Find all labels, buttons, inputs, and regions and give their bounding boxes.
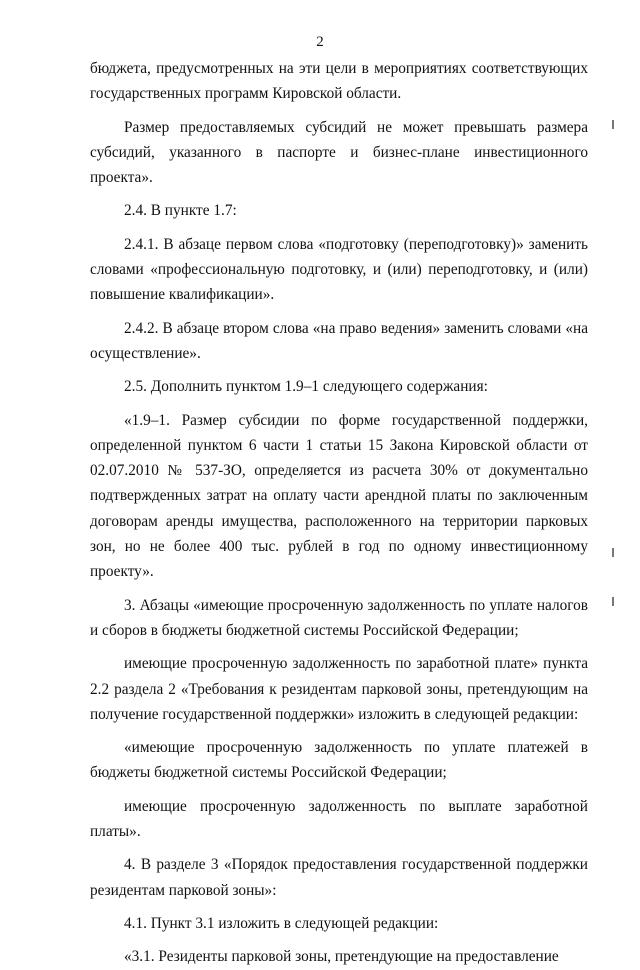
- paragraph-3-1: «3.1. Резиденты парковой зоны, претендующие на предоставление: [124, 948, 559, 966]
- paragraph-2-4-2: 2.4.2. В абзаце втором слова «на право ведения» заменить словами «на осуществление».: [90, 319, 588, 362]
- paragraph-new-payment-debt: «имеющие просроченную задолженность по уплате платежей в бюджеты бюджетной системы Российской Федерации;: [90, 739, 588, 782]
- paragraph-3: 3. Абзацы «имеющие просроченную задолженность по уплате налогов и сборов в бюджеты бюджетной системы Российской Федерации;: [90, 596, 588, 639]
- paragraph-1-9-1: «1.9–1. Размер субсидии по форме государственной поддержки, определенной пунктом 6 части 1 статьи 15 Закона Кировской области от 02.07.2010 № 537-ЗО, определяется из расчета 30% от документально подтвержденных затрат на оплату части арендной платы по заключенным договорам аренды имущества, расположенного на территории парковых зон, но не более 400 тыс. рублей в год по одному инвестиционному проекту».: [90, 411, 588, 581]
- paragraph-2-4: 2.4. В пункте 1.7:: [124, 202, 237, 220]
- page-number: 2: [316, 34, 324, 50]
- paragraph-new-wage-debt: имеющие просроченную задолженность по выплате заработной платы».: [90, 797, 588, 841]
- paragraph-4-1: 4.1. Пункт 3.1 изложить в следующей редакции:: [124, 914, 439, 932]
- scan-mark: [612, 548, 614, 557]
- paragraph-4: 4. В разделе 3 «Порядок предоставления государственной поддержки резидентам парковой зоны»:: [90, 856, 588, 899]
- paragraph-2-4-1: 2.4.1. В абзаце первом слова «подготовку (переподготовку)» заменить словами «профессиональную подготовку, и (или) переподготовку, и (или) повышение квалификации».: [90, 235, 588, 304]
- paragraph-3-wage-debt: имеющие просроченную задолженность по заработной плате» пункта 2.2 раздела 2 «Требования к резидентам парковой зоны, претендующим на получение государственной поддержки» изложить в следующей редакции:: [90, 655, 588, 723]
- paragraph-2-5: 2.5. Дополнить пунктом 1.9–1 следующего содержания:: [124, 378, 488, 396]
- paragraph-subsidy-size-limit: Размер предоставляемых субсидий не может превышать размера субсидий, указанного в паспорте и бизнес-плане инвестиционного проекта».: [90, 118, 588, 187]
- paragraph-budget-continuation: бюджета, предусмотренных на эти цели в мероприятиях соответствующих государственных программ Кировской области.: [90, 60, 588, 103]
- scan-mark: [612, 120, 614, 129]
- document-body: [90, 56, 588, 970]
- scan-mark: [612, 597, 614, 606]
